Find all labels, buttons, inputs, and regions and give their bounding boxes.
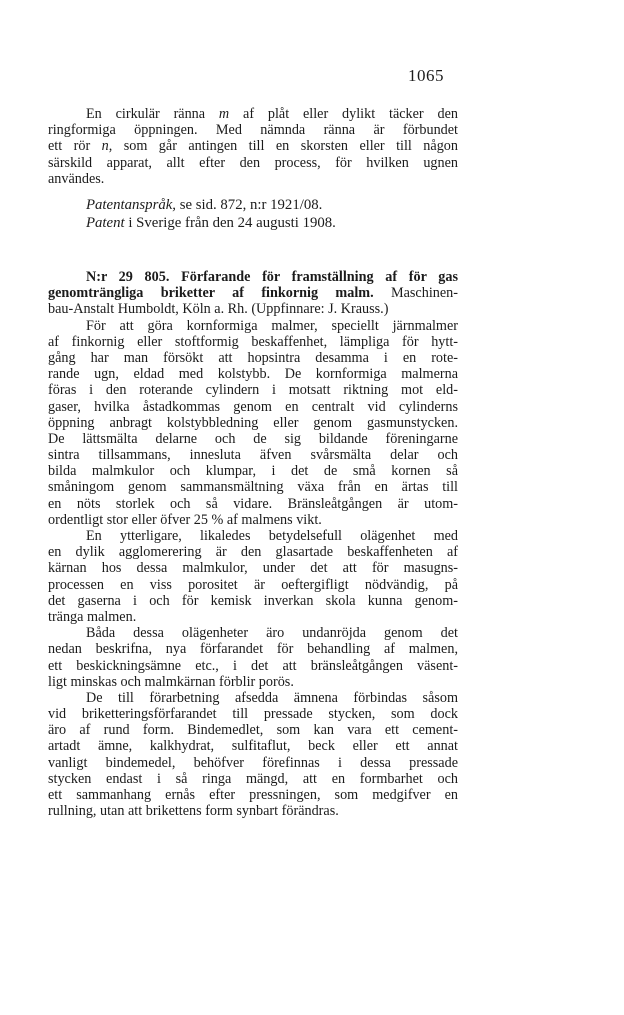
- text-line: ringformiga öppningen. Med nämnda ränna är förbundet: [48, 122, 458, 139]
- text-line: öppning anbragt kolstybbledning eller genom gasmunstycken.: [48, 414, 458, 431]
- text-line: vanligt bindemedel, behöfver förefinnas i dessa pressade: [48, 754, 458, 771]
- patent-label: Patent: [86, 215, 125, 231]
- text-line: För att göra kornformiga malmer, speciellt järnmalmer: [86, 317, 458, 334]
- patent-references: [48, 196, 458, 232]
- text-line: De till förarbetning afsedda ämnena förbindas såsom: [86, 689, 458, 706]
- text-line: kärnan hos dessa malmkulor, under det att för masugns-: [48, 560, 458, 577]
- text-line: användes.: [48, 170, 105, 187]
- text-line: sintra tillsammans, innesluta äfven svårsmälta delar och: [48, 447, 458, 464]
- text-line: stycken endast i så ringa mängd, att en formbarhet och: [48, 770, 458, 787]
- text-line: särskild apparat, allt efter den process, för hvilken ugnen: [48, 154, 458, 171]
- text-line: det gaserna i och för kemisk inverkan skola kunna genom-: [48, 592, 458, 609]
- entry-number: N:r 29 805.: [86, 269, 170, 285]
- text-line: gaser, hvilka åstadkommas genom en centralt vid cylinderns: [48, 398, 458, 415]
- paragraph: [48, 528, 458, 625]
- entry-body: [48, 318, 458, 820]
- italic-symbol: m: [218, 106, 230, 122]
- text-line: ett beskickningsämne etc., i det att bränsleåtgången väsent-: [48, 657, 458, 674]
- text-line: bilda malmkulor och klumpar, i det de små kornen så: [48, 463, 458, 480]
- text-line: gång har man försökt att hopsintra desamma i en rote-: [48, 349, 458, 366]
- paragraph: [48, 318, 458, 528]
- entry-title-part: genomträngliga briketter af finkornig malm.: [48, 285, 374, 302]
- text-line: en dylik agglomerering är den glasartade beskaffenheten af: [48, 544, 458, 561]
- text-line: äro af rund form. Bindemedlet, som kan vara ett cement-: [48, 722, 458, 739]
- intro-paragraph: [48, 106, 458, 187]
- patentansprak-text: se sid. 872, n:r 1921/08.: [176, 197, 323, 213]
- text-line: småningom genom sammansmältning växa från en ärtas till: [48, 479, 458, 496]
- text-line: En ytterligare, likaledes betydelsefull olägenhet med: [86, 528, 458, 544]
- entry-title-line: [48, 269, 458, 285]
- text-line: ordentligt stor eller öfver 25 % af malmens vikt.: [48, 511, 322, 528]
- text-line: ett rör n, som går antingen till en skorsten eller till någon: [48, 138, 458, 155]
- text-line: De lättsmälta delarne och de sig bildande föreningarne: [48, 430, 458, 447]
- text-line: föras i den roterande cylindern i motsatt riktning mot eld-: [48, 382, 458, 399]
- text-line: af finkornig eller stoftformig beskaffenhet, lämpliga för hytt-: [48, 333, 458, 350]
- entry-applicant: Maschinen-: [373, 285, 458, 302]
- text-line: En cirkulär ränna m af plåt eller dylikt täcker den: [86, 106, 458, 122]
- entry-applicant-line: bau-Anstalt Humboldt, Köln a. Rh. (Uppfinnare: J. Krauss.): [48, 301, 389, 318]
- entry-title-part: Förfarande för framställning af för gas: [169, 269, 459, 285]
- text-line: vid briketteringsförfarandet till pressade stycken, som dock: [48, 706, 458, 723]
- patent-text: i Sverige från den 24 augusti 1908.: [124, 215, 336, 231]
- text-line: artadt ämne, kalkhydrat, sulfitaflut, beck eller ett annat: [48, 738, 458, 755]
- text-line: ligt minskas och malmkärnan förblir porös.: [48, 673, 294, 690]
- text-line: rande ugn, eldad med kolstybb. De kornformiga malmerna: [48, 366, 458, 383]
- patentansprak-label: Patentanspråk,: [86, 197, 177, 213]
- italic-symbol: n: [101, 138, 109, 155]
- patent-entry: [48, 269, 458, 819]
- patent-line: [48, 214, 458, 232]
- text-line: tränga malmen.: [48, 608, 137, 625]
- text-line: ett sammanhang ernås efter pressningen, som medgifver en: [48, 787, 458, 803]
- text-line: Båda dessa olägenheter äro undanröjda genom det: [86, 625, 458, 642]
- page-number: 1065: [408, 66, 444, 85]
- entry-title-line: [48, 285, 458, 301]
- text-line: processen en viss porositet är oeftergifligt nödvändig, på: [48, 576, 458, 593]
- paragraph: [48, 625, 458, 690]
- paragraph: [48, 690, 458, 820]
- text-line: en nöts storlek och så vidare. Bränsleåtgången är utom-: [48, 495, 458, 512]
- patentansprak-line: [48, 196, 458, 214]
- text-line: nedan beskrifna, nya förfarandet för behandling af malmen,: [48, 641, 458, 658]
- text-line: rullning, utan att brikettens form synbart förändras.: [48, 803, 339, 820]
